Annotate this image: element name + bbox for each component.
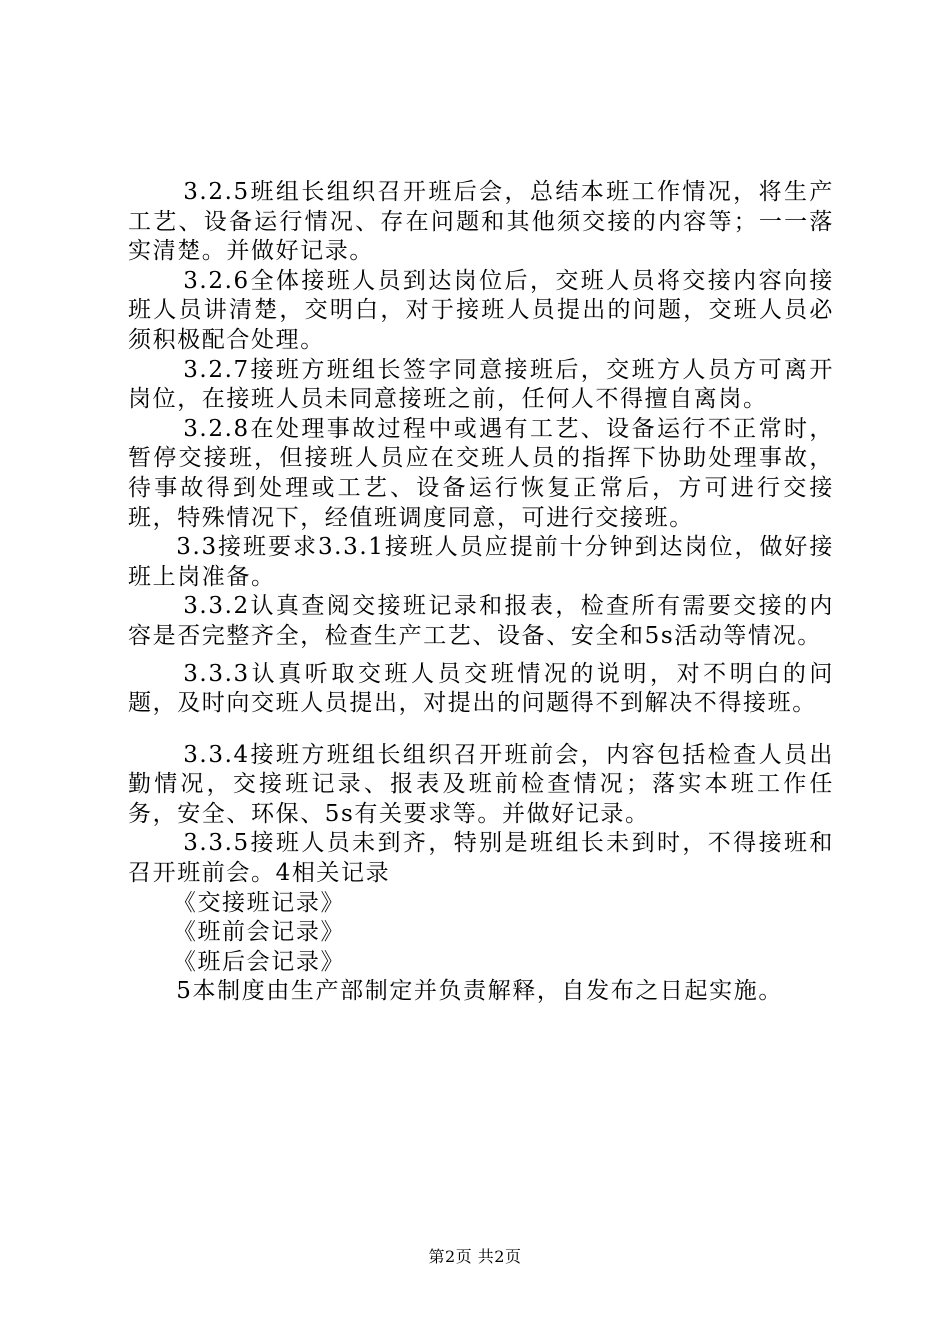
paragraph-3-3-2: 3.3.2认真查阅交接班记录和报表，检查所有需要交接的内容是否完整齐全，检查生产工艺、设备、安全和5s活动等情况。 xyxy=(128,593,834,649)
document-body xyxy=(128,178,834,1007)
paragraph-3-2-6: 3.2.6全体接班人员到达岗位后，交班人员将交接内容向接班人员讲清楚，交明白，对于接班人员提出的问题，交班人员必须积极配合处理。 xyxy=(128,267,834,353)
paragraph-3-2-7: 3.2.7接班方班组长签字同意接班后，交班方人员方可离开岗位，在接班人员未同意接班之前，任何人不得擅自离岗。 xyxy=(128,356,834,413)
paragraph-3-2-5: 3.2.5班组长组织召开班后会，总结本班工作情况，将生产工艺、设备运行情况、存在问题和其他须交接的内容等；一一落实清楚。并做好记录。 xyxy=(128,179,834,265)
record-item-handover: 《交接班记录》 xyxy=(172,889,346,916)
paragraph-3-3: 3.3接班要求3.3.1接班人员应提前十分钟到达岗位，做好接班上岗准备。 xyxy=(128,534,834,590)
record-item-pre-shift: 《班前会记录》 xyxy=(172,919,346,946)
paragraph-3-3-3: 3.3.3认真听取交班人员交班情况的说明，对不明白的问题，及时向交班人员提出，对提出的问题得不到解决不得接班。 xyxy=(128,660,834,717)
paragraph-3-3-4: 3.3.4接班方班组长组织召开班前会，内容包括检查人员出勤情况，交接班记录、报表及班前检查情况；落实本班工作任务，安全、环保、5s有关要求等。并做好记录。 xyxy=(128,741,834,827)
paragraph-3-3-5: 3.3.5接班人员未到齐，特别是班组长未到时，不得接班和召开班前会。4相关记录 xyxy=(128,830,834,887)
record-item-post-shift: 《班后会记录》 xyxy=(172,948,346,975)
paragraph-3-2-8: 3.2.8在处理事故过程中或遇有工艺、设备运行不正常时，暂停交接班，但接班人员应在交班人员的指挥下协助处理事故，待事故得到处理或工艺、设备运行恢复正常后，方可进行交接班，特殊情况下，经值班调度同意，可进行交接班。 xyxy=(128,415,834,531)
page-footer: 第2页 共2页 xyxy=(428,1247,522,1266)
paragraph-5: 5本制度由生产部制定并负责解释，自发布之日起实施。 xyxy=(176,978,783,1005)
